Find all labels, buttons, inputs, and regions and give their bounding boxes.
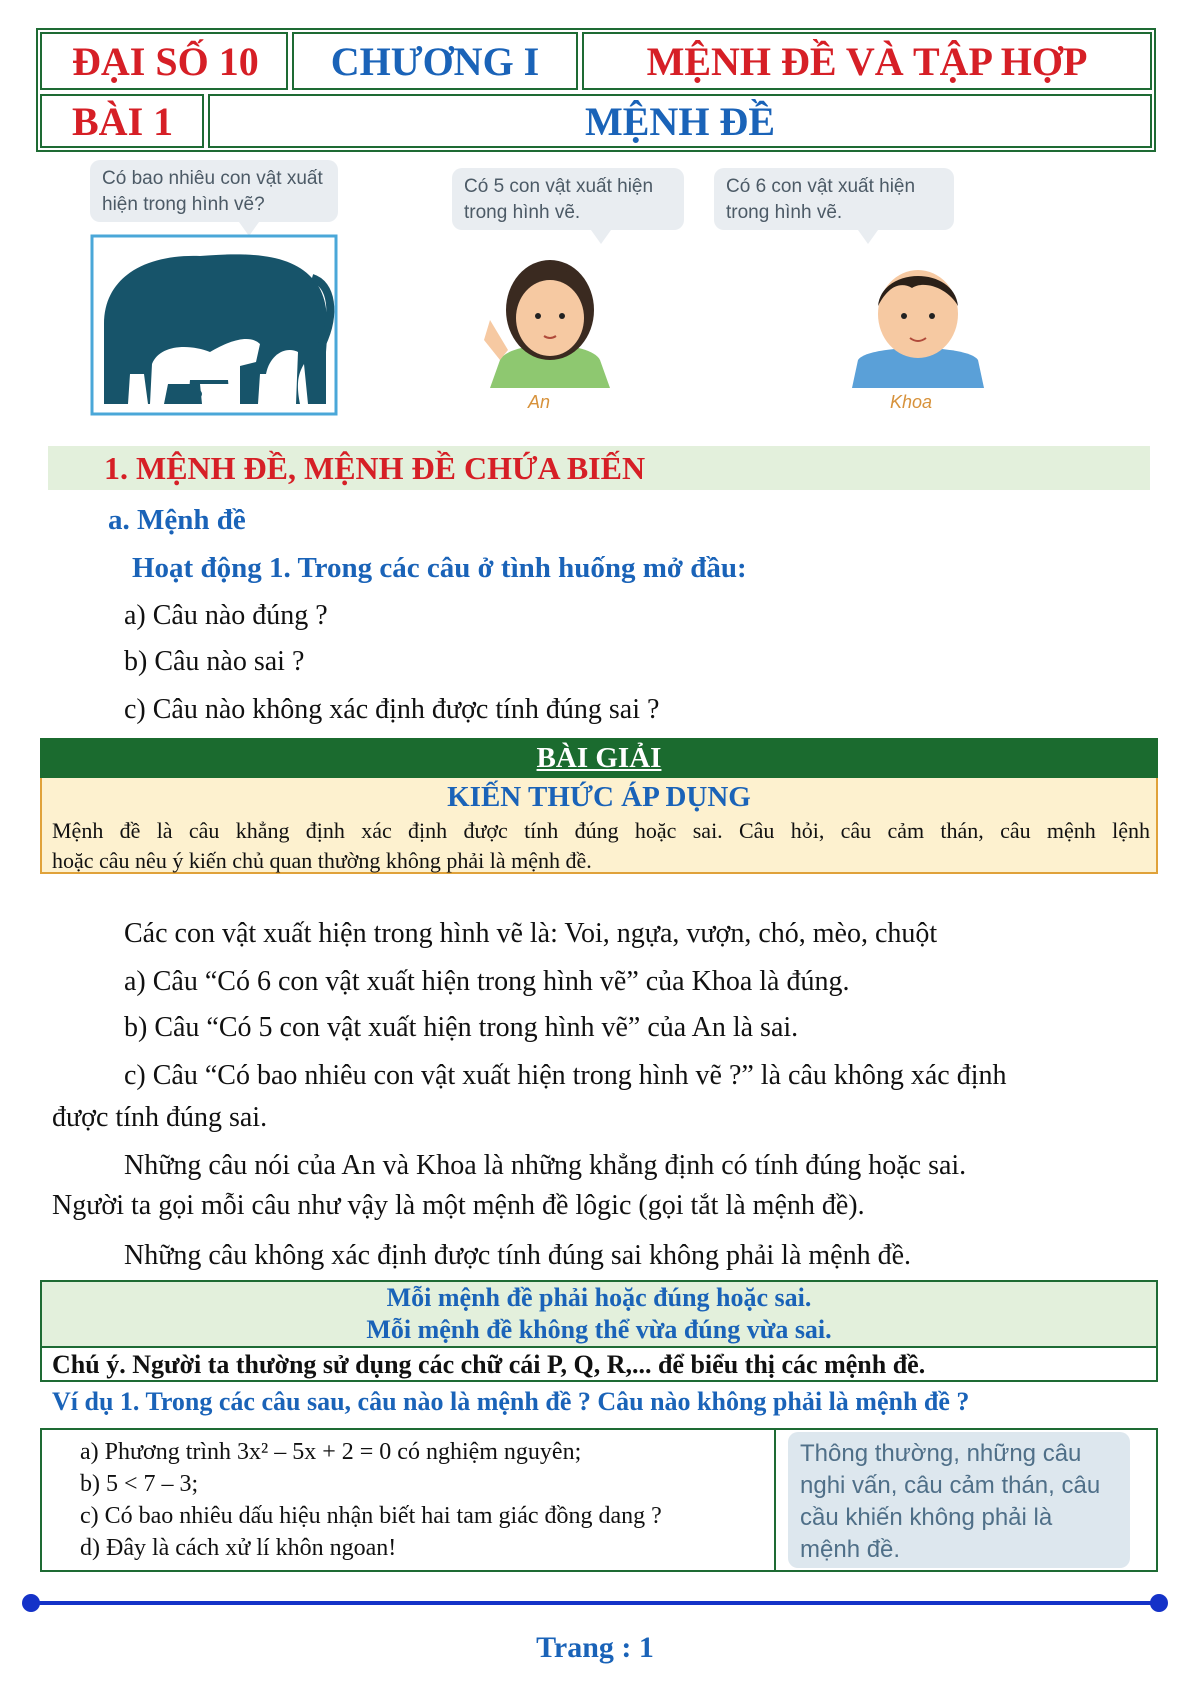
animals-silhouette-image [90,234,340,418]
subject-cell [40,32,288,90]
activity-title: Hoạt động 1. Trong các câu ở tình huống mở đầu: [132,552,747,584]
rule-line2: Mỗi mệnh đề không thể vừa đúng vừa sai. [366,1315,832,1344]
body-p4-line1: c) Câu “Có bao nhiêu con vật xuất hiện trong hình vẽ ?” là câu không xác định [124,1060,1007,1091]
an-character-image [460,240,640,420]
body-p6: Những câu không xác định được tính đúng sai không phải là mệnh đề. [124,1240,912,1271]
body-p2: a) Câu “Có 6 con vật xuất hiện trong hình vẽ” của Khoa là đúng. [124,966,850,997]
khoa-name: Khoa [890,392,933,412]
lesson-title: MỆNH ĐỀ [585,98,775,144]
example1-divider [774,1428,776,1572]
khoa-character-image [828,240,1008,420]
an-name: An [528,392,551,412]
example1-item-a: a) Phương trình 3x² – 5x + 2 = 0 có nghiệm nguyên; [80,1439,582,1465]
activity-question-c: c) Câu nào không xác định được tính đúng sai ? [124,694,660,725]
khoa-speech-bubble [714,168,954,230]
example1-item-b: b) 5 < 7 – 3; [80,1471,199,1497]
chapter-title: MỆNH ĐỀ VÀ TẬP HỢP [646,38,1088,84]
solution-header: BÀI GIẢI [40,738,1158,778]
example1-title: Ví dụ 1. Trong các câu sau, câu nào là mệnh đề ? Câu nào không phải là mệnh đề ? [52,1387,970,1416]
lesson-title-cell [208,94,1152,148]
knowledge-text-line2: hoặc câu nêu ý kiến chủ quan thường không phải là mệnh đề. [52,848,592,873]
subject-label: ĐẠI SỐ 10 [72,38,259,84]
page-number: Trang : 1 [536,1631,654,1664]
lesson-cell [40,94,204,148]
body-p4-line2: được tính đúng sai. [52,1102,268,1133]
chapter-title-cell [582,32,1152,90]
tip-note-image [788,1432,1130,1568]
khoa-speech-text: Có 6 con vật xuất hiện trong hình vẽ. [726,176,916,223]
subsection-a-title: a. Mệnh đề [108,504,246,536]
activity-question-a: a) Câu nào đúng ? [124,600,328,631]
body-p3: b) Câu “Có 5 con vật xuất hiện trong hình vẽ” của An là sai. [124,1012,799,1043]
footer-line-left-dot [22,1594,40,1612]
question-bubble-text: Có bao nhiêu con vật xuất hiện trong hình vẽ? [102,168,323,215]
knowledge-title: KIẾN THỨC ÁP DỤNG [447,781,751,813]
activity-question-b: b) Câu nào sai ? [124,646,305,677]
body-p1: Các con vật xuất hiện trong hình vẽ là: Voi, ngựa, vượn, chó, mèo, chuột [124,918,938,949]
an-speech-bubble [452,168,684,230]
body-p5-line1: Những câu nói của An và Khoa là những khẳng định có tính đúng hoặc sai. [124,1150,967,1181]
question-bubble [90,160,338,222]
chapter-label: CHƯƠNG I [330,38,540,84]
lesson-label: BÀI 1 [72,98,174,144]
tip-note-text: Thông thường, những câu nghi vấn, câu cảm thán, câu cầu khiến không phải là mệnh đề. [800,1440,1101,1563]
rule-note: Chú ý. Người ta thường sử dụng các chữ cái P, Q, R,... để biểu thị các mệnh đề. [52,1350,926,1379]
chapter-cell [292,32,578,90]
knowledge-text-line1: Mệnh đề là câu khẳng định xác định được tính đúng hoặc sai. Câu hỏi, câu cảm thán, câu mệnh lệnh [52,818,1150,843]
footer-line-right-dot [1150,1594,1168,1612]
footer-line [32,1601,1158,1605]
example1-item-c: c) Có bao nhiêu dấu hiệu nhận biết hai tam giác đồng dang ? [80,1503,662,1529]
body-p5-line2: Người ta gọi mỗi câu như vậy là một mệnh đề lôgic (gọi tắt là mệnh đề). [52,1190,865,1221]
section-title: 1. MỆNH ĐỀ, MỆNH ĐỀ CHỨA BIẾN [104,450,646,486]
rule-line1: Mỗi mệnh đề phải hoặc đúng hoặc sai. [386,1283,812,1312]
an-speech-text: Có 5 con vật xuất hiện trong hình vẽ. [464,176,654,223]
example1-item-d: d) Đây là cách xử lí khôn ngoan! [80,1535,397,1561]
